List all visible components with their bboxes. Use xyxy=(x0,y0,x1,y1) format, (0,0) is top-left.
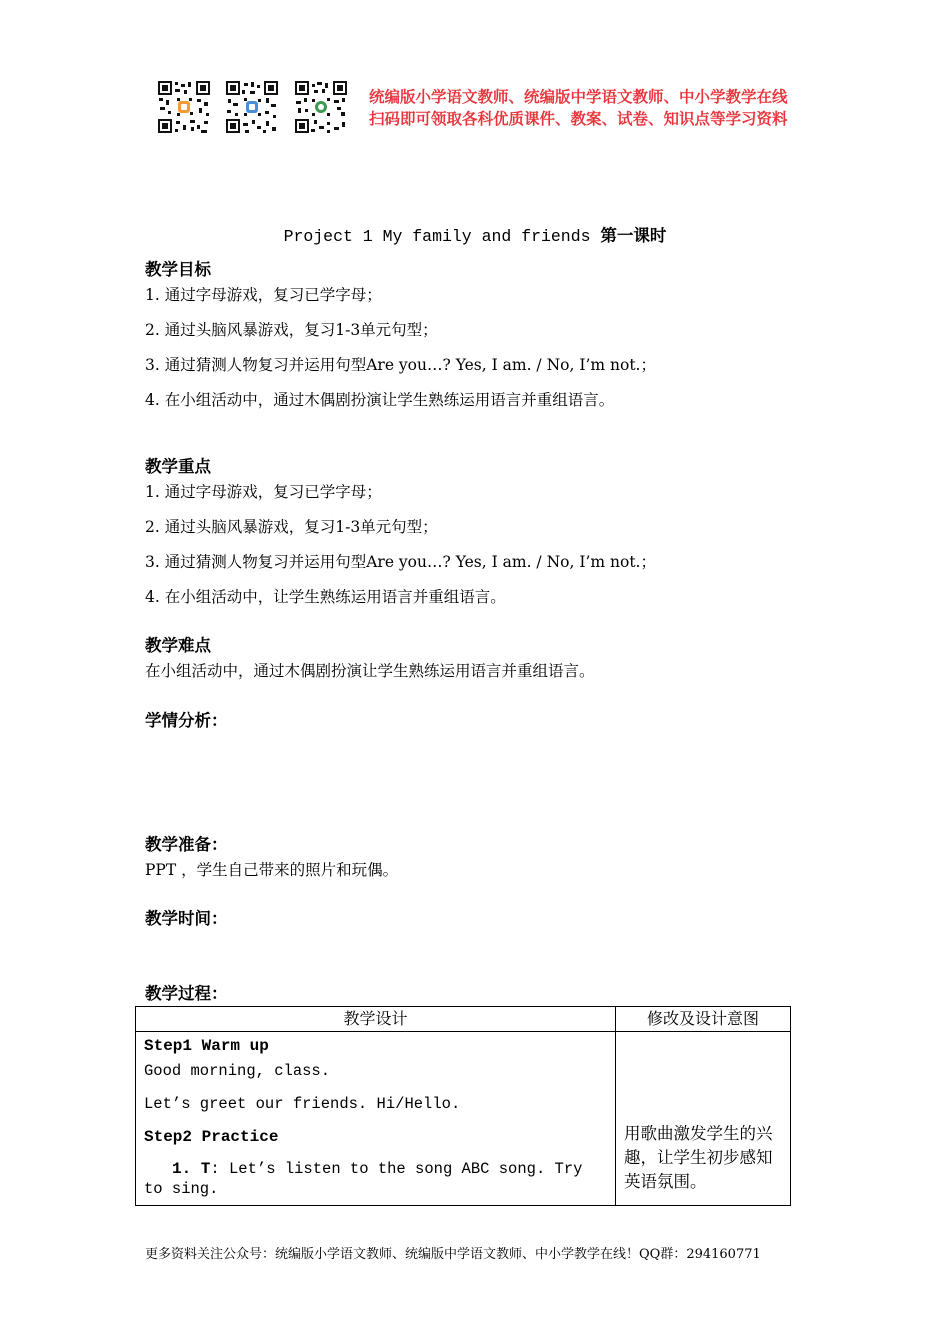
key-point-item: 1. 通过字母游戏，复习已学字母； xyxy=(145,483,382,501)
qr-code-icon[interactable] xyxy=(157,80,211,134)
promo-banner-line2: 扫码即可领取各科优质课件、教案、试卷、知识点等学习资料 xyxy=(369,110,788,128)
qr-code-icon[interactable] xyxy=(225,80,279,134)
step2-item-text: : Let’s listen to the song ABC song. Try to sing. xyxy=(144,1160,583,1198)
intent-text: 用歌曲激发学生的兴趣，让学生初步感知英语氛围。 xyxy=(624,1124,773,1191)
objective-item: 3. 通过猜测人物复习并运用句型Are you…? Yes, I am. / No, I’m not.； xyxy=(145,356,656,374)
time-heading: 教学时间： xyxy=(145,909,228,928)
step1-title: Step1 Warm up xyxy=(144,1037,269,1055)
analysis-heading: 学情分析： xyxy=(145,711,228,730)
step1-line1: Good morning, class. xyxy=(144,1062,331,1080)
intent-cell xyxy=(616,1032,791,1206)
title-english: Project 1 My family and friends xyxy=(283,227,591,246)
column-header-design: 教学设计 xyxy=(136,1007,616,1032)
key-point-item: 2. 通过头脑风暴游戏，复习1-3单元句型； xyxy=(145,518,438,536)
difficult-points-text: 在小组活动中，通过木偶剧扮演让学生熟练运用语言并重组语言。 xyxy=(145,662,595,680)
difficult-points-heading: 教学难点 xyxy=(145,636,211,655)
process-heading: 教学过程： xyxy=(145,984,228,1003)
page-title xyxy=(0,226,950,247)
objective-item: 1. 通过字母游戏，复习已学字母； xyxy=(145,286,382,304)
promo-banner[interactable] xyxy=(369,86,788,130)
title-chinese: 第一课时 xyxy=(600,226,667,245)
objectives-heading: 教学目标 xyxy=(145,260,211,279)
promo-header xyxy=(157,80,817,136)
step2-item-number: 1. T xyxy=(172,1160,211,1178)
preparation-text: PPT ，学生自己带来的照片和玩偶。 xyxy=(145,861,399,879)
step2-item xyxy=(144,1159,607,1199)
key-point-item: 4. 在小组活动中，让学生熟练运用语言并重组语言。 xyxy=(145,588,506,606)
design-cell xyxy=(136,1032,616,1206)
objective-item: 4. 在小组活动中，通过木偶剧扮演让学生熟练运用语言并重组语言。 xyxy=(145,391,615,409)
qr-code-icon[interactable] xyxy=(294,80,348,134)
key-point-item: 3. 通过猜测人物复习并运用句型Are you…? Yes, I am. / No, I’m not.； xyxy=(145,553,656,571)
table-header-row xyxy=(136,1007,791,1032)
preparation-heading: 教学准备： xyxy=(145,835,228,854)
step2-title: Step2 Practice xyxy=(144,1128,279,1146)
column-header-intent: 修改及设计意图 xyxy=(616,1007,791,1032)
objective-item: 2. 通过头脑风暴游戏，复习1-3单元句型； xyxy=(145,321,438,339)
table-row xyxy=(136,1032,791,1206)
key-points-heading: 教学重点 xyxy=(145,457,211,476)
process-table xyxy=(135,1006,791,1206)
step1-line2: Let’s greet our friends. Hi/Hello. xyxy=(144,1095,461,1113)
footer-note: 更多资料关注公众号：统编版小学语文教师、统编版中学语文教师、中小学教学在线！QQ群：294160771 xyxy=(145,1247,761,1262)
promo-banner-line1: 统编版小学语文教师、统编版中学语文教师、中小学教学在线 xyxy=(369,88,788,106)
